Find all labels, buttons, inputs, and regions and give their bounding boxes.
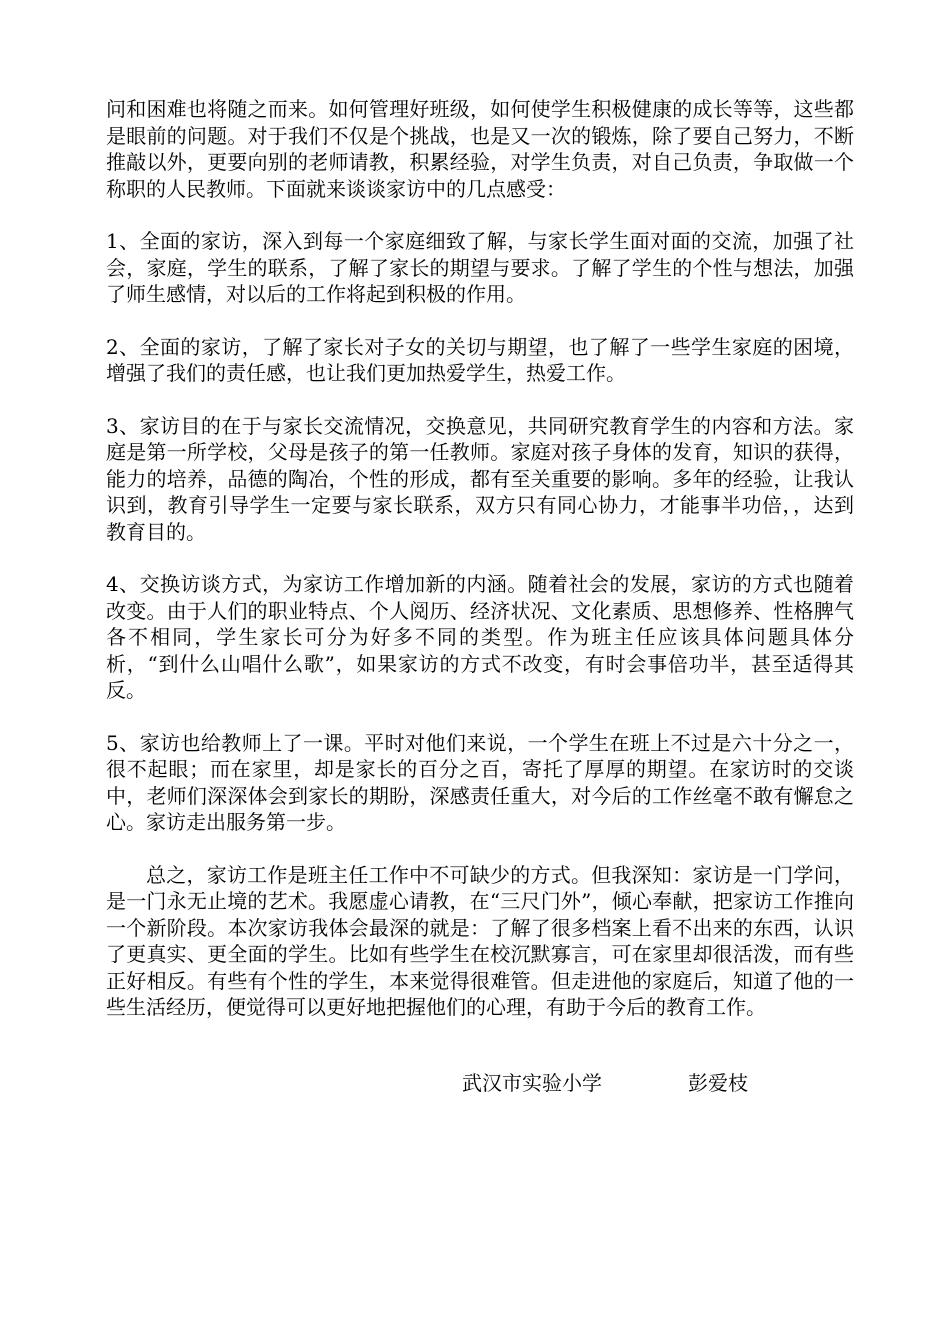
paragraph-point-4: 4、交换访谈方式，为家访工作增加新的内涵。随着社会的发展，家访的方式也随着改变。由于人们的职业特点、个人阅历、经济状况、文化素质、思想修养、性格脾气各不相同，学生家长可分为好多不同的类型。作为班主任应该具体问题具体分析，“到什么山唱什么歌”，如果家访的方式不改变，有时会事倍功半，甚至适得其反。 <box>106 572 854 702</box>
paragraph-gap <box>106 308 854 334</box>
paragraph-gap <box>106 202 854 228</box>
document-body <box>106 96 854 1021</box>
paragraph-gap <box>106 836 854 862</box>
paragraph-intro: 问和困难也将随之而来。如何管理好班级，如何使学生积极健康的成长等等，这些都是眼前的问题。对于我们不仅是个挑战，也是又一次的锻炼，除了要自己努力，不断推敲以外，更要向别的老师请教，积累经验，对学生负责，对自己负责，争取做一个称职的人民教师。下面就来谈谈家访中的几点感受： <box>106 97 854 201</box>
paragraph-point-5: 5、家访也给教师上了一课。平时对他们来说，一个学生在班上不过是六十分之一，很不起眼；而在家里，却是家长的百分之百，寄托了厚厚的期望。在家访时的交谈中，老师们深深体会到家长的期盼，深感责任重大，对今后的工作丝毫不敢有懈怠之心。家访走出服务第一步。 <box>106 730 854 834</box>
paragraph-gap <box>106 704 854 730</box>
paragraph-point-3: 3、家访目的在于与家长交流情况，交换意见，共同研究教育学生的内容和方法。家庭是第一所学校，父母是孩子的第一任教师。家庭对孩子身体的发育，知识的获得，能力的培养，品德的陶冶，个性的形成，都有至关重要的影响。多年的经验，让我认识到，教育引导学生一定要与家长联系，双方只有同心协力，才能事半功倍，，达到教育目的。 <box>106 413 854 544</box>
paragraph-point-1: 1、全面的家访，深入到每一个家庭细致了解，与家长学生面对面的交流，加强了社会，家庭，学生的联系，了解了家长的期望与要求。了解了学生的个性与想法，加强了师生感情，对以后的工作将起到积极的作用。 <box>106 229 854 306</box>
paragraph-gap <box>106 545 854 571</box>
paragraph-gap <box>106 387 854 413</box>
paragraph-conclusion: 总之，家访工作是班主任工作中不可缺少的方式。但我深知：家访是一门学问，是一门永无止境的艺术。我愿虚心请教，在“三尺门外”，倾心奉献，把家访工作推向一个新阶段。本次家访我体会最深的就是：了解了很多档案上看不出来的东西，认识了更真实、更全面的学生。比如有些学生在校沉默寡言，可在家里却很活泼，而有些正好相反。有些有个性的学生，本来觉得很难管。但走进他的家庭后，知道了他的一些生活经历，便觉得可以更好地把握他们的心理，有助于今后的教育工作。 <box>106 862 854 1019</box>
signature-author: 彭爱枝 <box>688 1071 748 1095</box>
signature <box>462 1070 748 1096</box>
paragraph-point-2: 2、全面的家访，了解了家长对子女的关切与期望，也了解了一些学生家庭的困境，增强了我们的责任感，也让我们更加热爱学生，热爱工作。 <box>106 334 854 385</box>
signature-school: 武汉市实验小学 <box>462 1071 602 1095</box>
